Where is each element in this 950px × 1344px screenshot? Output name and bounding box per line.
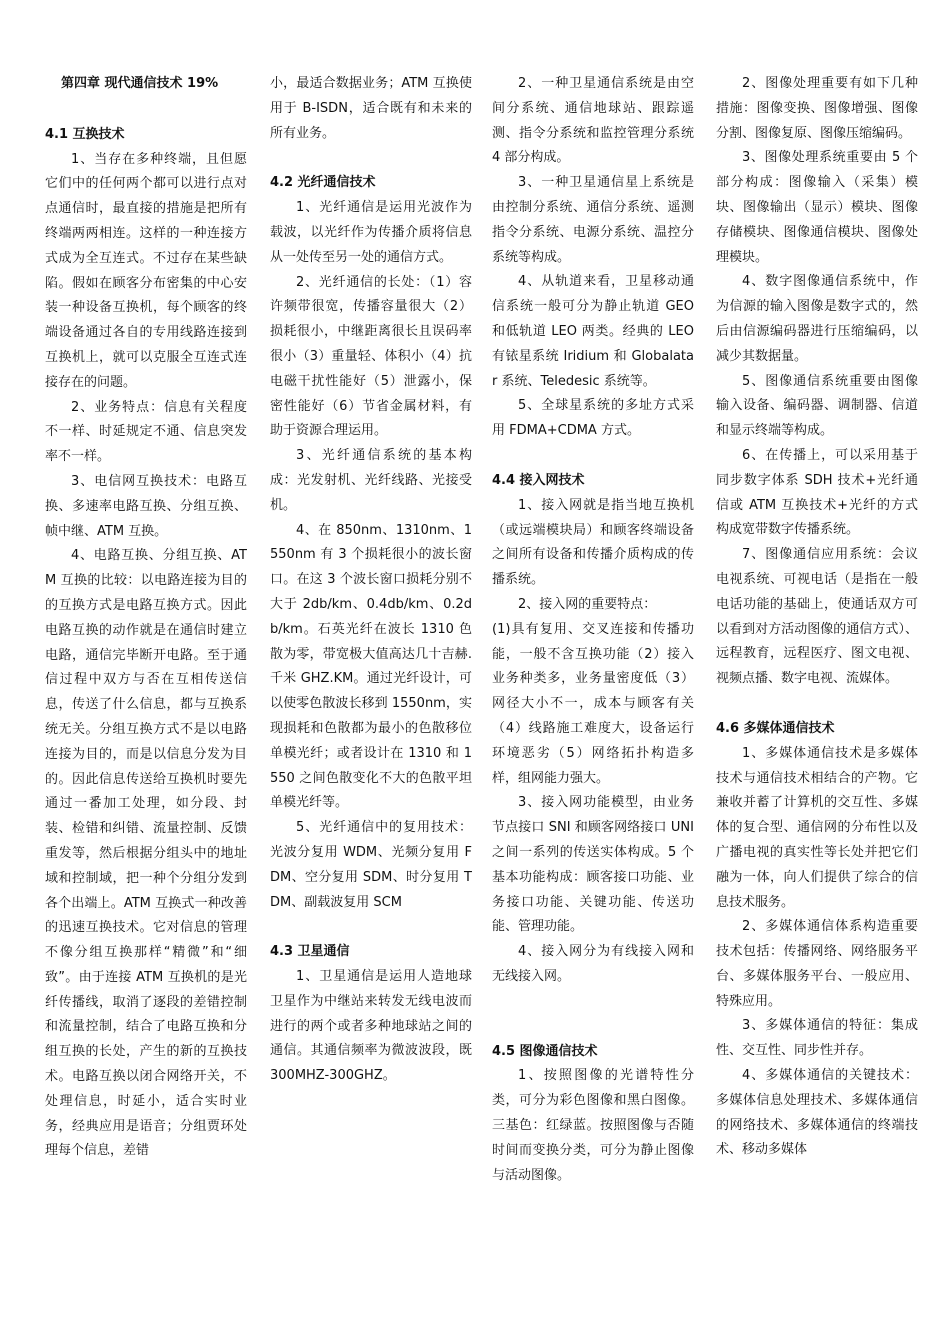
paragraph: 3、多媒体通信的特征：集成性、交互性、同步性并存。 <box>716 1018 918 1059</box>
section-heading: 4.6 多媒体通信技术 <box>716 720 835 736</box>
section-heading: 4.4 接入网技术 <box>492 472 585 488</box>
paragraph: 4、电路互换、分组互换、ATM 互换的比较：以电路连接为目的的互换方式是电路互换方式。因此电路互换的动作就是在通信时建立电路，通信完毕断开电路。至于通信过程中双方与否在互相传送信息，传送了什么信息，都与互换系统无关。分组互换方式不是以电路连接为目的，而是以信息分发为目的。因此信息传送给互换机时要先通过一番加工处理，如分段、封装、检错和纠错、流量控制、反馈重发等，然后根据分组头中的地址域和控制域，把一种个分组分发到各个出端上。ATM 互换式一种改善的迅速互换技术。它对信息的管理不像分组互换那样“精微”和“细致”。由于连接 ATM 互换机的是光纤传播线，取消了逐段的差错控制和流量控制，结合了电路互换和分组互换的长处，产生的新的互换技术。电路互换以闭合网络开关，不处理信息，时延小，适合实时业务，经典应用是语音；分组贾环处理每个信息，差错 <box>45 548 247 1159</box>
paragraph: 4、在 850nm、1310nm、1550nm 有 3 个损耗很小的波长窗口。在这 3 个波长窗口损耗分别不大于 2db/km、0.4db/km、0.2db/km。石英光纤在波长 1310 色散为零，带宽极大值高达几十吉赫.千米 GHZ.KM。通过光纤设计，可以使零色散波长移到 1550nm，实现损耗和色散都为最小的色散移位单模光纤；或者设计在 1310 和 1550 之间色散变化不大的色散平坦单模光纤等。 <box>270 522 472 811</box>
paragraph: 1、多媒体通信技术是多媒体技术与通信技术相结合的产物。它兼收并蓄了计算机的交互性、多媒体的复合型、通信网的分布性以及广播电视的真实性等长处并把它们融为一体，向人们提供了综合的信息技术服务。 <box>716 745 918 910</box>
paragraph: 1、光纤通信是运用光波作为载波，以光纤作为传播介质将信息从一处传至另一处的通信方式。 <box>270 200 472 265</box>
paragraph: 5、全球星系统的多址方式采用 FDMA+CDMA 方式。 <box>492 398 694 439</box>
paragraph: 5、图像通信系统重要由图像输入设备、编码器、调制器、信道和显示终端等构成。 <box>716 373 918 439</box>
paragraph: 3、电信网互换技术：电路互换、多速率电路互换、分组互换、帧中继、ATM 互换。 <box>45 473 247 539</box>
paragraph: 7、图像通信应用系统：会议电视系统、可视电话（是指在一般电话功能的基础上，使通话双方可以看到对方活动图像的通信方式）、远程教育，远程医疗、图文电视、视频点播、数字电视、流媒体。 <box>716 547 918 687</box>
paragraph: 2、业务特点：信息有关程度不一样、时延规定不通、信息突发率不一样。 <box>45 399 247 465</box>
text-column-3 <box>492 72 694 1188</box>
paragraph: 5、光纤通信中的复用技术：光波分复用 WDM、光频分复用 FDM、空分复用 SDM、时分复用 TDM、副载波复用 SCM <box>270 820 472 910</box>
chapter-title: 第四章 现代通信技术 19% <box>61 76 219 91</box>
paragraph: 4、数字图像通信系统中，作为信源的输入图像是数字式的，然后由信源编码器进行压缩编码，以减少其数据量。 <box>716 274 918 364</box>
text-column-4 <box>716 72 918 1163</box>
paragraph: 4、接入网分为有线接入网和无线接入网。 <box>492 944 694 984</box>
text-column-2 <box>270 72 472 1089</box>
paragraph: 2、图像处理重要有如下几种措施：图像变换、图像增强、图像分割、图像复原、图像压缩编码。 <box>716 76 918 141</box>
paragraph: 3、一种卫星通信星上系统是由控制分系统、通信分系统、遥测指令分系统、电源分系统、温控分系统等构成。 <box>492 175 694 265</box>
paragraph: 1、卫星通信是运用人造地球卫星作为中继站来转发无线电波而进行的两个或者多种地球站之间的通信。其通信频率为微波波段，既 300MHZ-300GHZ。 <box>270 969 472 1084</box>
section-heading: 4.1 互换技术 <box>45 126 125 142</box>
paragraph: 1、接入网就是指当地互换机（或远端模块局）和顾客终端设备之间所有设备和传播介质构成的传播系统。 <box>492 497 694 588</box>
paragraph: 2、接入网的重要特点： <box>518 596 657 612</box>
paragraph: 1、按照图像的光谱特性分类，可分为彩色图像和黑白图像。三基色：红绿蓝。按照图像与否随时间而变换分类，可分为静止图像与活动图像。 <box>492 1068 694 1183</box>
paragraph: 3、接入网功能模型，由业务节点接口 SNI 和顾客网络接口 UNI 之间一系列的传送实体构成。5 个基本功能构成：顾客接口功能、业务接口功能、关键功能、传送功能、管理功能。 <box>492 795 694 935</box>
section-heading: 4.5 图像通信技术 <box>492 1043 598 1059</box>
paragraph: 1、当存在多种终端，且但愿它们中的任何两个都可以进行点对点通信时，最直接的措施是把所有终端两两相连。这样的一种连接方式成为全互连式。不过存在某些缺陷。假如在顾客分布密集的中心安装一种设备互换机，每个顾客的终端设备通过各自的专用线路连接到互换机上，就可以克服全互连式连接存在的问题。 <box>45 151 247 390</box>
paragraph-continuation: 小，最适合数据业务；ATM 互换使用于 B-ISDN，适合既有和未来的所有业务。 <box>270 76 472 141</box>
paragraph: 2、光纤通信的长处：（1）容许频带很宽，传播容量很大（2）损耗很小，中继距离很长且误码率很小（3）重量轻、体积小（4）抗电磁干扰性能好（5）泄露小，保密性能好（6）节省金属材料，有助于资源合理运用。 <box>270 274 472 439</box>
section-heading: 4.3 卫星通信 <box>270 944 350 960</box>
section-heading: 4.2 光纤通信技术 <box>270 175 376 191</box>
paragraph: 2、一种卫星通信系统是由空间分系统、通信地球站、跟踪遥测、指令分系统和监控管理分系统 4 部分构成。 <box>492 76 694 166</box>
text-column-1 <box>45 72 247 1164</box>
paragraph: 3、图像处理系统重要由 5 个部分构成：图像输入（采集）模块、图像输出（显示）模块、图像存储模块、图像通信模块、图像处理模块。 <box>716 150 918 265</box>
paragraph: (1)具有复用、交叉连接和传播功能，一般不含互换功能（2）接入业务种类多，业务量密度低（3）网径大小不一，成本与顾客有关（4）线路施工难度大，设备运行环境恶劣（5）网络拓扑构造多样，组网能力强大。 <box>492 621 694 786</box>
paragraph: 2、多媒体通信体系构造重要技术包括：传播网络、网络服务平台、多媒体服务平台、一般应用、特殊应用。 <box>716 919 918 1009</box>
paragraph: 3、光纤通信系统的基本构成：光发射机、光纤线路、光接受机。 <box>270 448 472 513</box>
paragraph: 6、在传播上，可以采用基于同步数字体系 SDH 技术+光纤通信或 ATM 互换技术+光纤的方式构成宽带数字传播系统。 <box>716 447 918 538</box>
paragraph: 4、从轨道来看，卫星移动通信系统一般可分为静止轨道 GEO 和低轨道 LEO 两类。经典的 LEO 有铱星系统 Iridium 和 Globalatar 系统、Teledesic 系统等。 <box>492 274 694 389</box>
paragraph: 4、多媒体通信的关键技术：多媒体信息处理技术、多媒体通信的网络技术、多媒体通信的终端技术、移动多媒体 <box>716 1068 918 1158</box>
